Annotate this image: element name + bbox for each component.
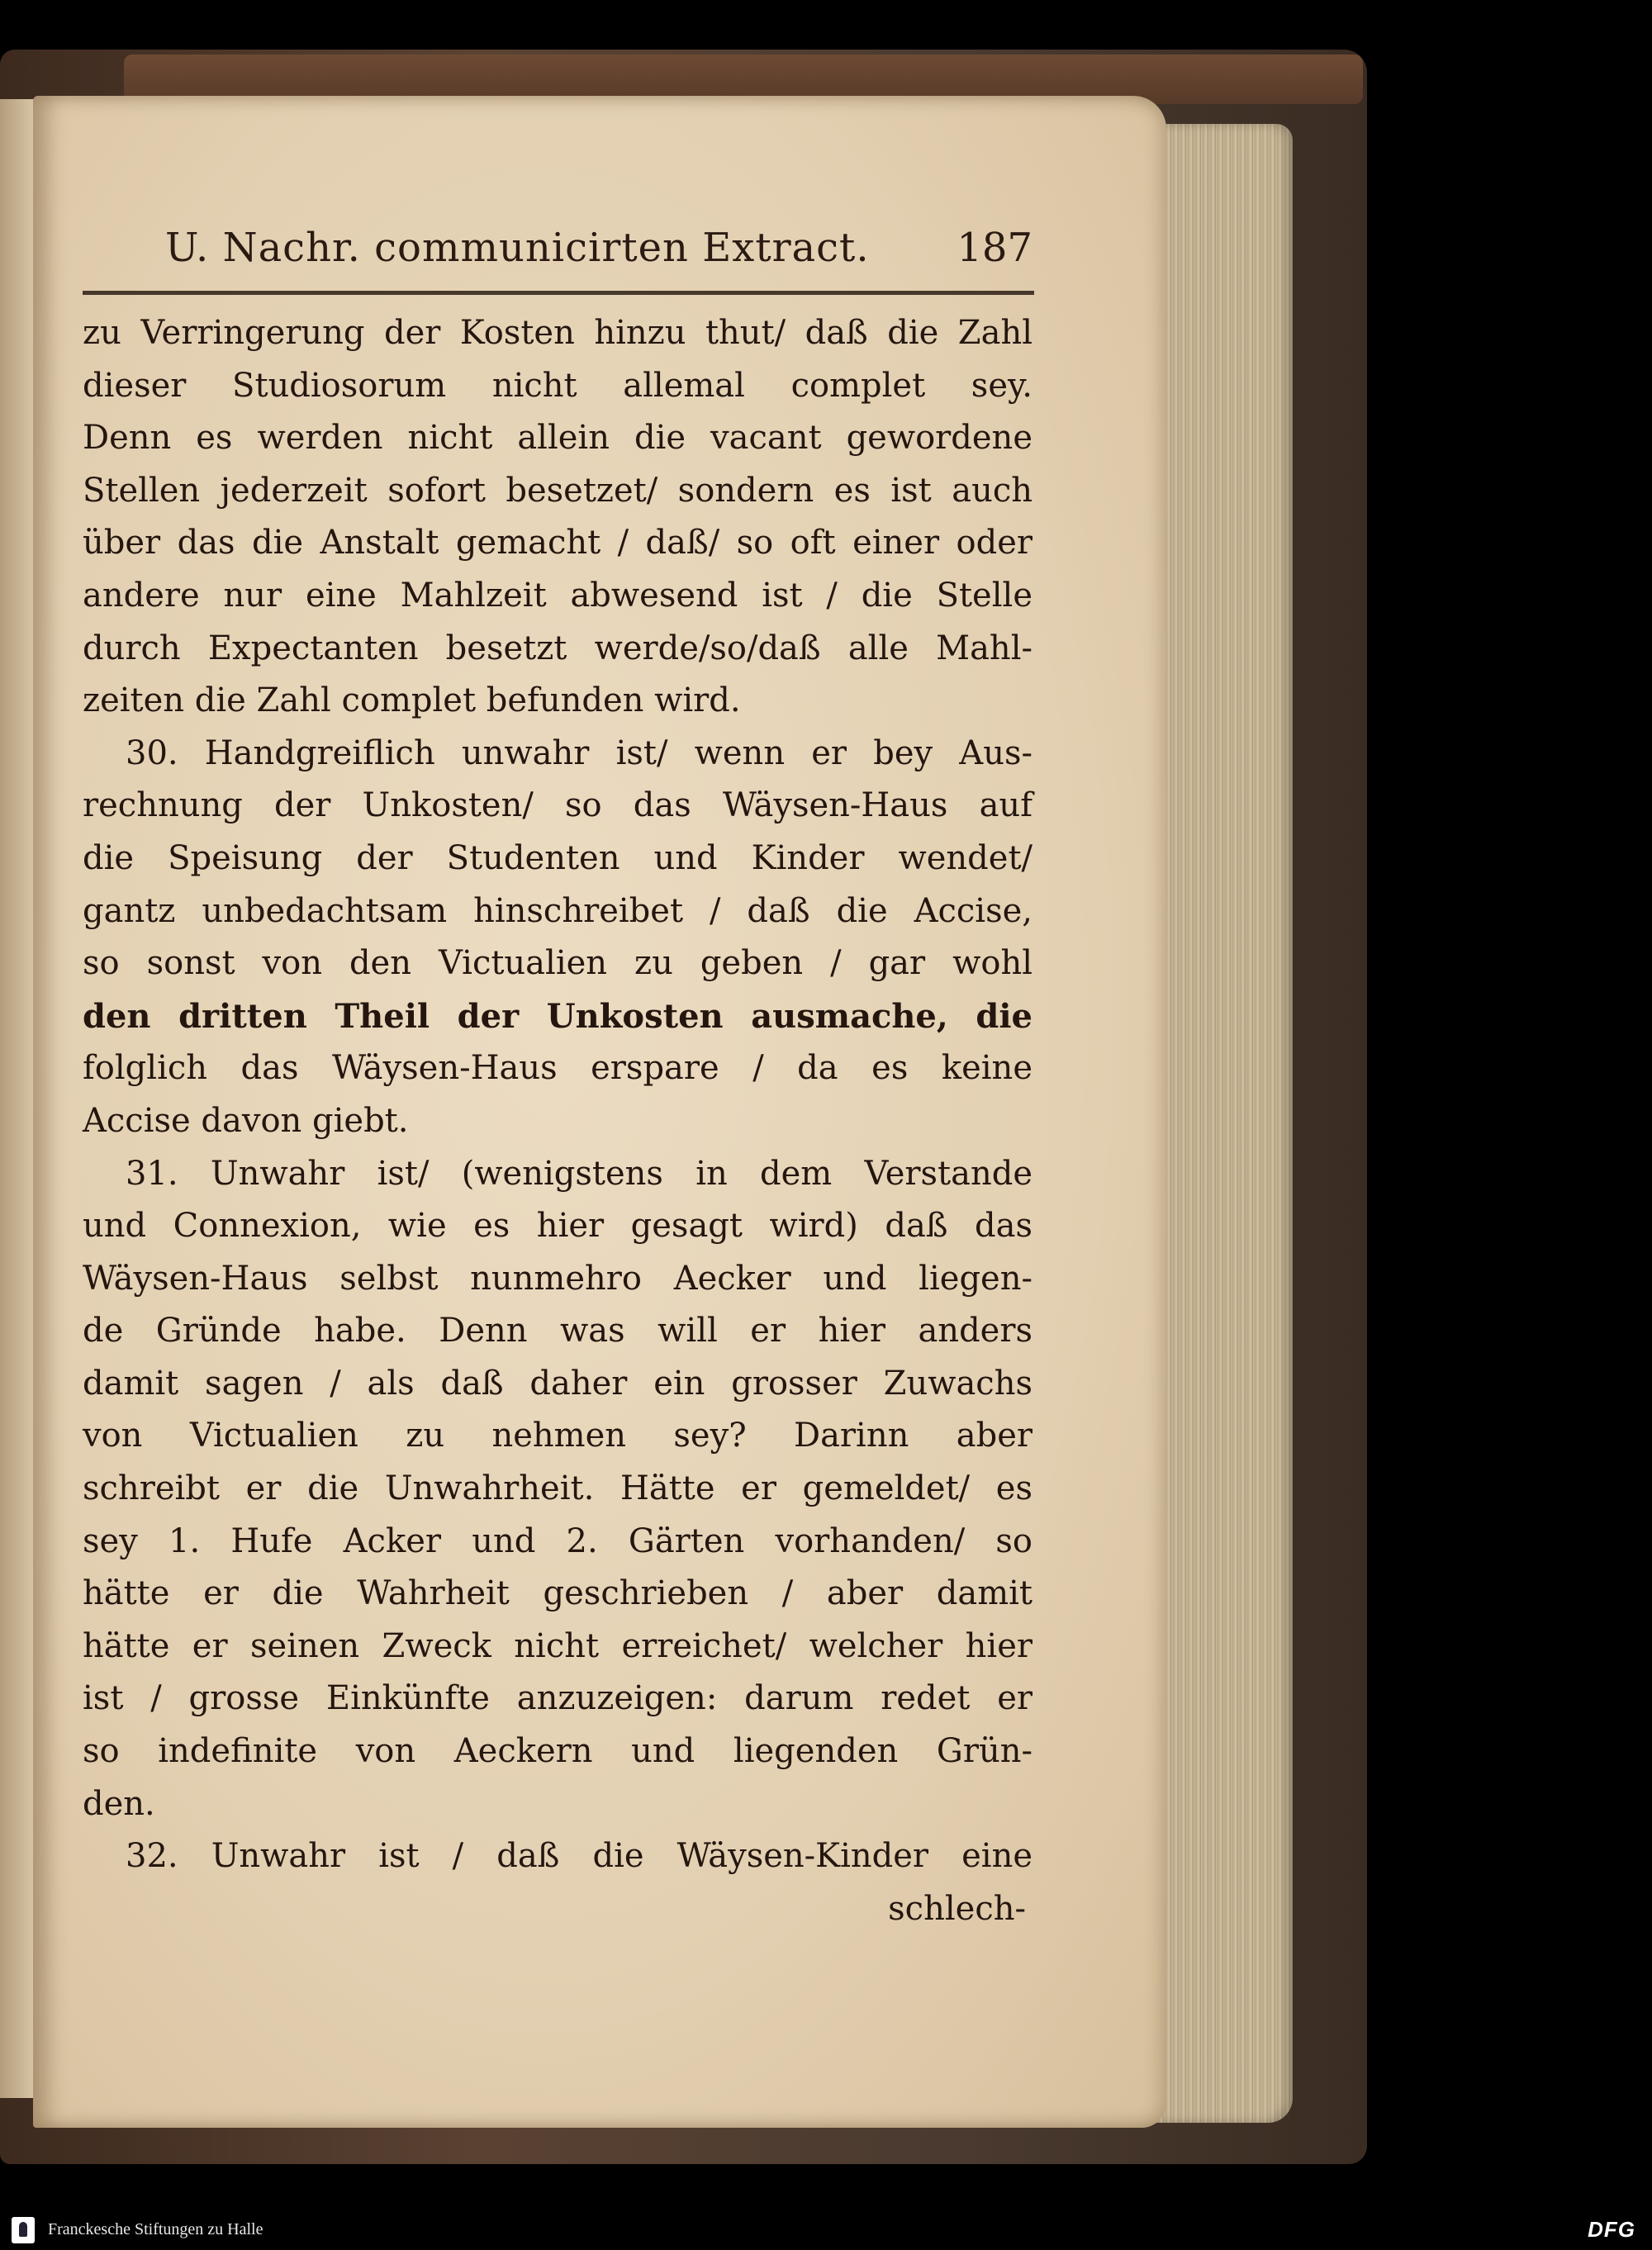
text-line: rechnung der Unkosten/ so das Wäysen-Haus auf xyxy=(83,786,1032,825)
text-line: zeiten die Zahl complet befunden wird. xyxy=(83,681,741,720)
body-text xyxy=(83,307,1032,1935)
institution-name: Franckesche Stiftungen zu Halle xyxy=(48,2220,263,2238)
facing-page-edge xyxy=(0,99,36,2098)
running-head xyxy=(165,216,1032,282)
text-line: 32. Unwahr ist / daß die Wäysen-Kinder eine xyxy=(126,1837,1032,1876)
text-line: so indefinite von Aeckern und liegenden Grün- xyxy=(83,1732,1032,1771)
text-line: hätte er die Wahrheit geschrieben / aber damit xyxy=(83,1574,1032,1613)
text-line: den dritten Theil der Unkosten ausmache, die xyxy=(83,996,1032,1036)
running-head-title: U. Nachr. communicirten Extract. xyxy=(165,225,870,271)
text-line: schreibt er die Unwahrheit. Hätte er gemeldet/ es xyxy=(83,1469,1032,1508)
text-line: Accise davon giebt. xyxy=(83,1101,409,1140)
header-rule xyxy=(83,291,1034,295)
text-line: folglich das Wäysen-Haus erspare / da es keine xyxy=(83,1049,1032,1088)
page-edges xyxy=(1156,124,1293,2123)
text-line: Denn es werden nicht allein die vacant gewordene xyxy=(83,419,1032,458)
text-line: 31. Unwahr ist/ (wenigstens in dem Verstande xyxy=(126,1154,1032,1193)
text-line: damit sagen / als daß daher ein grosser Zuwachs xyxy=(83,1364,1032,1403)
text-line: und Connexion, wie es hier gesagt wird) daß das xyxy=(83,1207,1032,1246)
page-number: 187 xyxy=(957,225,1032,271)
catchword: schlech- xyxy=(888,1889,1026,1928)
text-line: sey 1. Hufe Acker und 2. Gärten vorhanden/ so xyxy=(83,1521,1032,1560)
text-line: 30. Handgreiflich unwahr ist/ wenn er bey Aus- xyxy=(126,733,1032,772)
institution-logo-icon xyxy=(12,2217,35,2243)
text-line: von Victualien zu nehmen sey? Darinn aber xyxy=(83,1417,1032,1455)
text-line: über das die Anstalt gemacht / daß/ so oft einer oder xyxy=(83,524,1032,562)
text-line: gantz unbedachtsam hinschreibet / daß die Accise, xyxy=(83,891,1032,930)
text-line: hätte er seinen Zweck nicht erreichet/ welcher hier xyxy=(83,1626,1032,1665)
dfg-logo: DFG xyxy=(1588,2217,1635,2242)
text-line: den. xyxy=(83,1784,155,1823)
text-line: Stellen jederzeit sofort besetzet/ sondern es ist auch xyxy=(83,471,1032,510)
text-line: so sonst von den Victualien zu geben / gar wohl xyxy=(83,944,1032,983)
text-line: andere nur eine Mahlzeit abwesend ist / die Stelle xyxy=(83,576,1032,615)
text-line: de Gründe habe. Denn was will er hier anders xyxy=(83,1312,1032,1350)
text-line: ist / grosse Einkünfte anzuzeigen: darum redet er xyxy=(83,1679,1032,1718)
text-line: dieser Studiosorum nicht allemal complet sey. xyxy=(83,366,1032,405)
text-line: die Speisung der Studenten und Kinder wendet/ xyxy=(83,838,1032,877)
text-line: durch Expectanten besetzt werde/so/daß alle Mahl- xyxy=(83,629,1032,667)
text-line: zu Verringerung der Kosten hinzu thut/ daß die Zahl xyxy=(83,314,1032,352)
text-line: Wäysen-Haus selbst nunmehro Aecker und liegen- xyxy=(83,1259,1032,1298)
